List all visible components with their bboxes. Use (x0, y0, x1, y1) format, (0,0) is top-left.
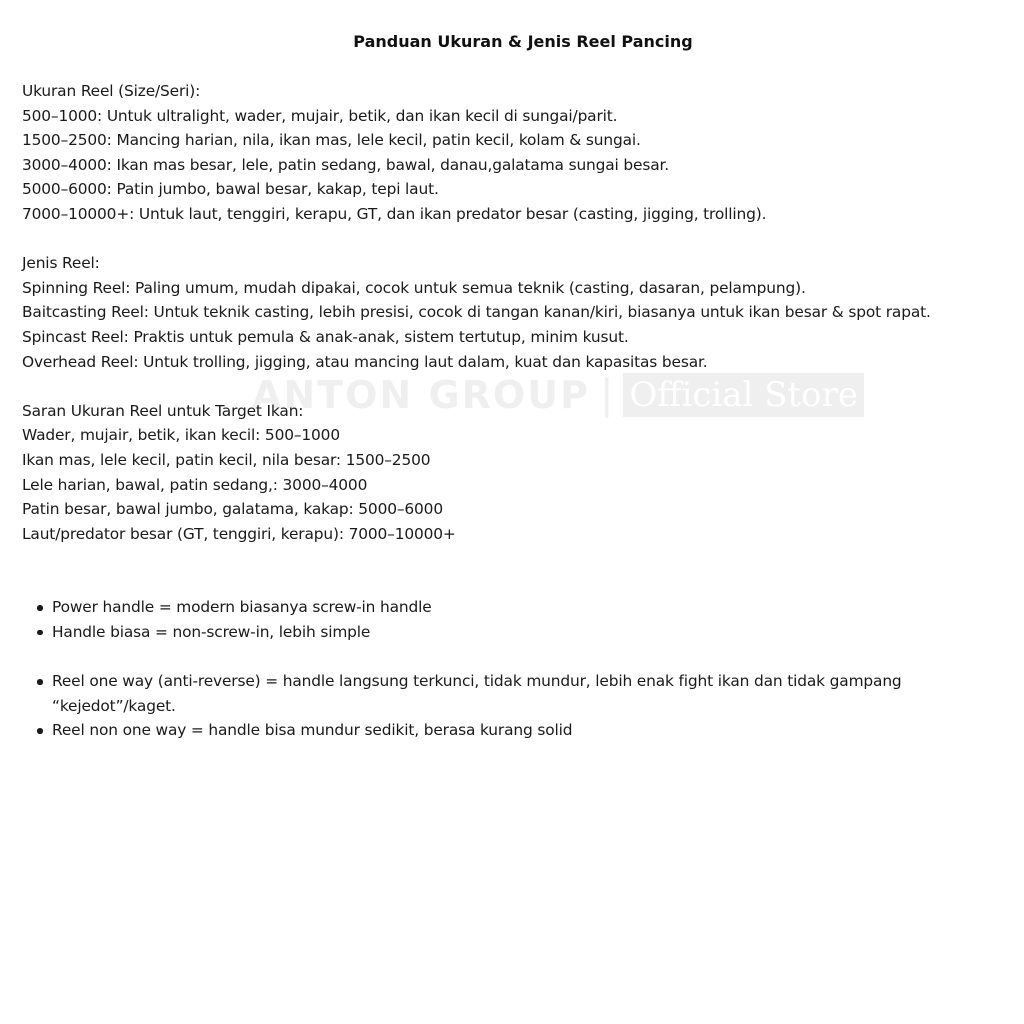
target-fish-item: Patin besar, bawal jumbo, galatama, kakap: 5000–6000 (22, 500, 443, 519)
target-fish-item: Lele harian, bawal, patin sedang,: 3000–4000 (22, 475, 368, 494)
reel-type-heading: Jenis Reel: (22, 254, 100, 273)
target-fish-item: Ikan mas, lele kecil, patin kecil, nila besar: 1500–2500 (22, 450, 431, 469)
reel-size-item: 7000–10000+: Untuk laut, tenggiri, kerapu, GT, dan ikan predator besar (casting, jigging, trolling). (22, 204, 767, 223)
page-title: Panduan Ukuran & Jenis Reel Pancing (353, 32, 693, 51)
reel-size-item: 500–1000: Untuk ultralight, wader, mujair, betik, dan ikan kecil di sungai/parit. (22, 106, 618, 125)
target-fish-heading: Saran Ukuran Reel untuk Target Ikan: (22, 401, 304, 420)
bullet-item-power-handle: Power handle = modern biasanya screw-in handle (52, 595, 1012, 620)
reel-type-section (22, 251, 1012, 374)
reel-type-item: Baitcasting Reel: Untuk teknik casting, lebih presisi, cocok di tangan kanan/kiri, biasanya untuk ikan besar & spot rapat. (22, 303, 931, 322)
target-fish-section (22, 399, 1012, 547)
reel-type-item: Spinning Reel: Paling umum, mudah dipakai, cocok untuk semua teknik (casting, dasaran, pelampung). (22, 278, 806, 297)
reel-size-heading: Ukuran Reel (Size/Seri): (22, 82, 201, 100)
reel-size-section (22, 79, 1012, 227)
spacer (22, 227, 1012, 252)
reel-type-item: Spincast Reel: Praktis untuk pemula & anak-anak, sistem tertutup, minim kusut. (22, 327, 629, 346)
reel-size-item: 3000–4000: Ikan mas besar, lele, patin sedang, bawal, danau,galatama sungai besar. (22, 155, 670, 174)
handle-notes-list (22, 595, 1012, 644)
target-fish-item: Wader, mujair, betik, ikan kecil: 500–1000 (22, 426, 340, 445)
target-fish-item: Laut/predator besar (GT, tenggiri, kerapu): 7000–10000+ (22, 524, 456, 543)
spacer (22, 644, 1012, 669)
document-body (22, 79, 1012, 743)
bullet-item-non-one-way: Reel non one way = handle bisa mundur sedikit, berasa kurang solid (52, 718, 1012, 743)
reel-type-item: Overhead Reel: Untuk trolling, jigging, atau mancing laut dalam, kuat dan kapasitas besar. (22, 352, 708, 371)
bullet-item-one-way: Reel one way (anti-reverse) = handle langsung terkunci, tidak mundur, lebih enak fight ikan dan tidak gampang “kejedot”/kaget. (52, 669, 1012, 718)
watermark-separator: | (599, 372, 614, 418)
spacer (22, 546, 1012, 595)
watermark-brand: ANTON GROUP (252, 373, 590, 417)
reel-size-item: 5000–6000: Patin jumbo, bawal besar, kakap, tepi laut. (22, 180, 439, 199)
oneway-notes-list (22, 669, 1012, 743)
reel-size-item: 1500–2500: Mancing harian, nila, ikan mas, lele kecil, patin kecil, kolam & sungai. (22, 131, 641, 150)
spacer (22, 374, 1012, 399)
watermark-store: Official Store (623, 373, 864, 417)
bullet-item-handle-biasa: Handle biasa = non-screw-in, lebih simple (52, 620, 1012, 645)
